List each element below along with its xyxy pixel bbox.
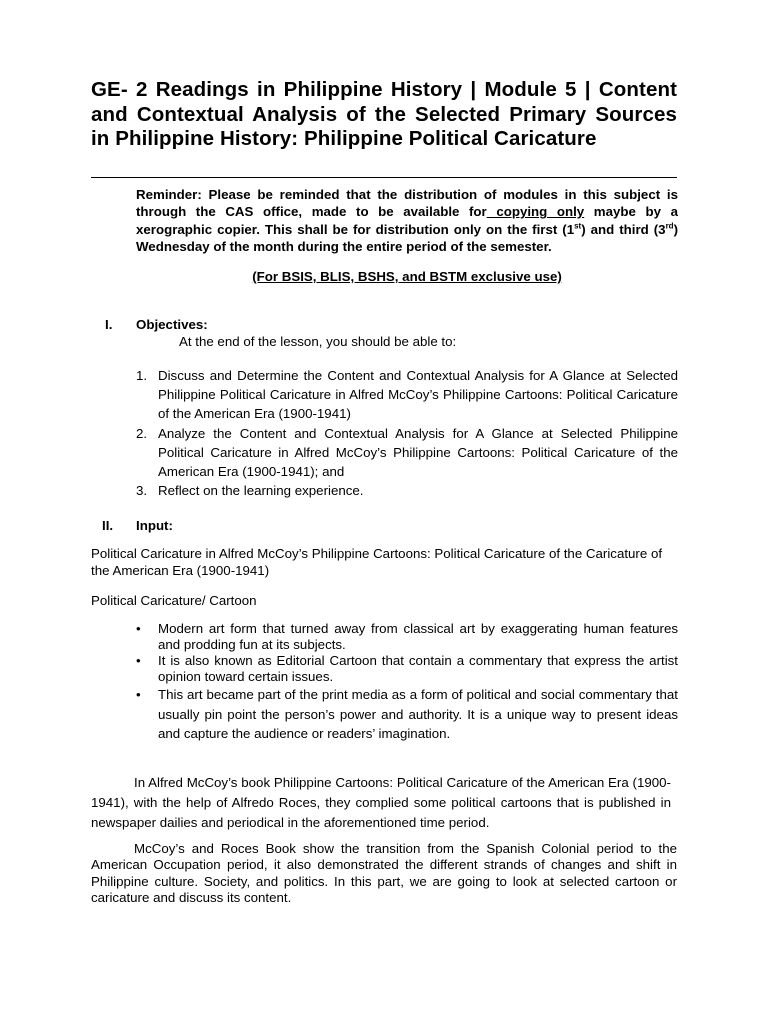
topic-heading: Political Caricature/ Cartoon [91, 593, 257, 608]
input-number: II. [102, 518, 114, 533]
caricature-bullet-list [136, 621, 678, 744]
objectives-number: I. [105, 317, 113, 332]
reminder-text-3: ) and third (3 [581, 221, 666, 237]
objectives-intro: At the end of the lesson, you should be able to: [179, 334, 457, 349]
bullet-icon: • [136, 653, 141, 668]
objective-number: 2. [136, 425, 148, 441]
reminder-text-1: Reminder: Please be reminded that the distribution of modules in this subject is through the CAS office, made to be available for [136, 187, 678, 220]
reminder-notice [136, 186, 678, 255]
objective-text: Reflect on the learning experience. [158, 483, 364, 499]
bullet-icon: • [136, 687, 141, 702]
first-superscript: st [574, 221, 582, 231]
objective-number: 3. [136, 483, 148, 499]
copying-only-text: copying only [486, 204, 585, 220]
exclusive-use-note: (For BSIS, BLIS, BSHS, and BSTM exclusive use) [252, 269, 562, 284]
bullet-text: It is also known as Editorial Cartoon that contain a commentary that express the artist opinion toward certain issues. [158, 653, 678, 684]
objectives-heading: Objectives: [136, 317, 208, 332]
bullet-text: This art became part of the print media as a form of political and social commentary that usually pin point the person’s power and authority. It is a unique way to present ideas and capture the audience or readers’ imagination. [158, 687, 678, 741]
third-superscript: rd [665, 221, 674, 231]
objective-item [136, 424, 678, 482]
objective-number: 1. [136, 368, 148, 383]
title-underline-divider [91, 177, 677, 178]
bullet-item [136, 685, 678, 744]
input-subtitle: Political Caricature in Alfred McCoy’s Philippine Cartoons: Political Caricature of the Caricature of the American Era (1900-1941) [91, 546, 663, 578]
paragraph-mccoy-book: In Alfred McCoy’s book Philippine Cartoons: Political Caricature of the American Era (1900-1941), with the help of Alfredo Roces, they complied some political cartoons that is published in newspaper dailies and periodical in the aforementioned time period. [91, 775, 671, 830]
document-title: GE- 2 Readings in Philippine History | Module 5 | Content and Contextual Analysis of the Selected Primary Sources in Philippine History: Philippine Political Caricature [91, 78, 677, 150]
objective-item [136, 481, 678, 500]
objective-item [136, 366, 678, 424]
objectives-list [136, 366, 678, 500]
reminder-text-4: ) Wednesday of the month during the entire period of the semester. [136, 221, 678, 254]
bullet-icon: • [136, 621, 141, 636]
reminder-text-2: maybe by a xerographic copier. This shall be for distribution only on the first (1 [136, 204, 678, 237]
input-heading: Input: [136, 518, 173, 533]
bullet-item [136, 653, 678, 685]
bullet-item [136, 621, 678, 653]
paragraph-transition: McCoy’s and Roces Book show the transition from the Spanish Colonial period to the American Occupation period, it also demonstrated the different strands of changes and shift in Philippine culture. Society, and politics. In this part, we are going to look at selected cartoon or caricature and discuss its content. [91, 841, 677, 905]
objective-text: Discuss and Determine the Content and Contextual Analysis for A Glance at Selected Philippine Political Caricature in Alfred McCoy’s Philippine Cartoons: Political Caricature of the American Era (1900-1941) [158, 368, 678, 422]
bullet-text: Modern art form that turned away from classical art by exaggerating human features and prodding fun at its subjects. [158, 621, 678, 652]
objective-text: Analyze the Content and Contextual Analysis for A Glance at Selected Philippine Political Caricature in Alfred McCoy’s Philippine Cartoons: Political Caricature of the American Era (1900-1941); and [158, 425, 678, 480]
